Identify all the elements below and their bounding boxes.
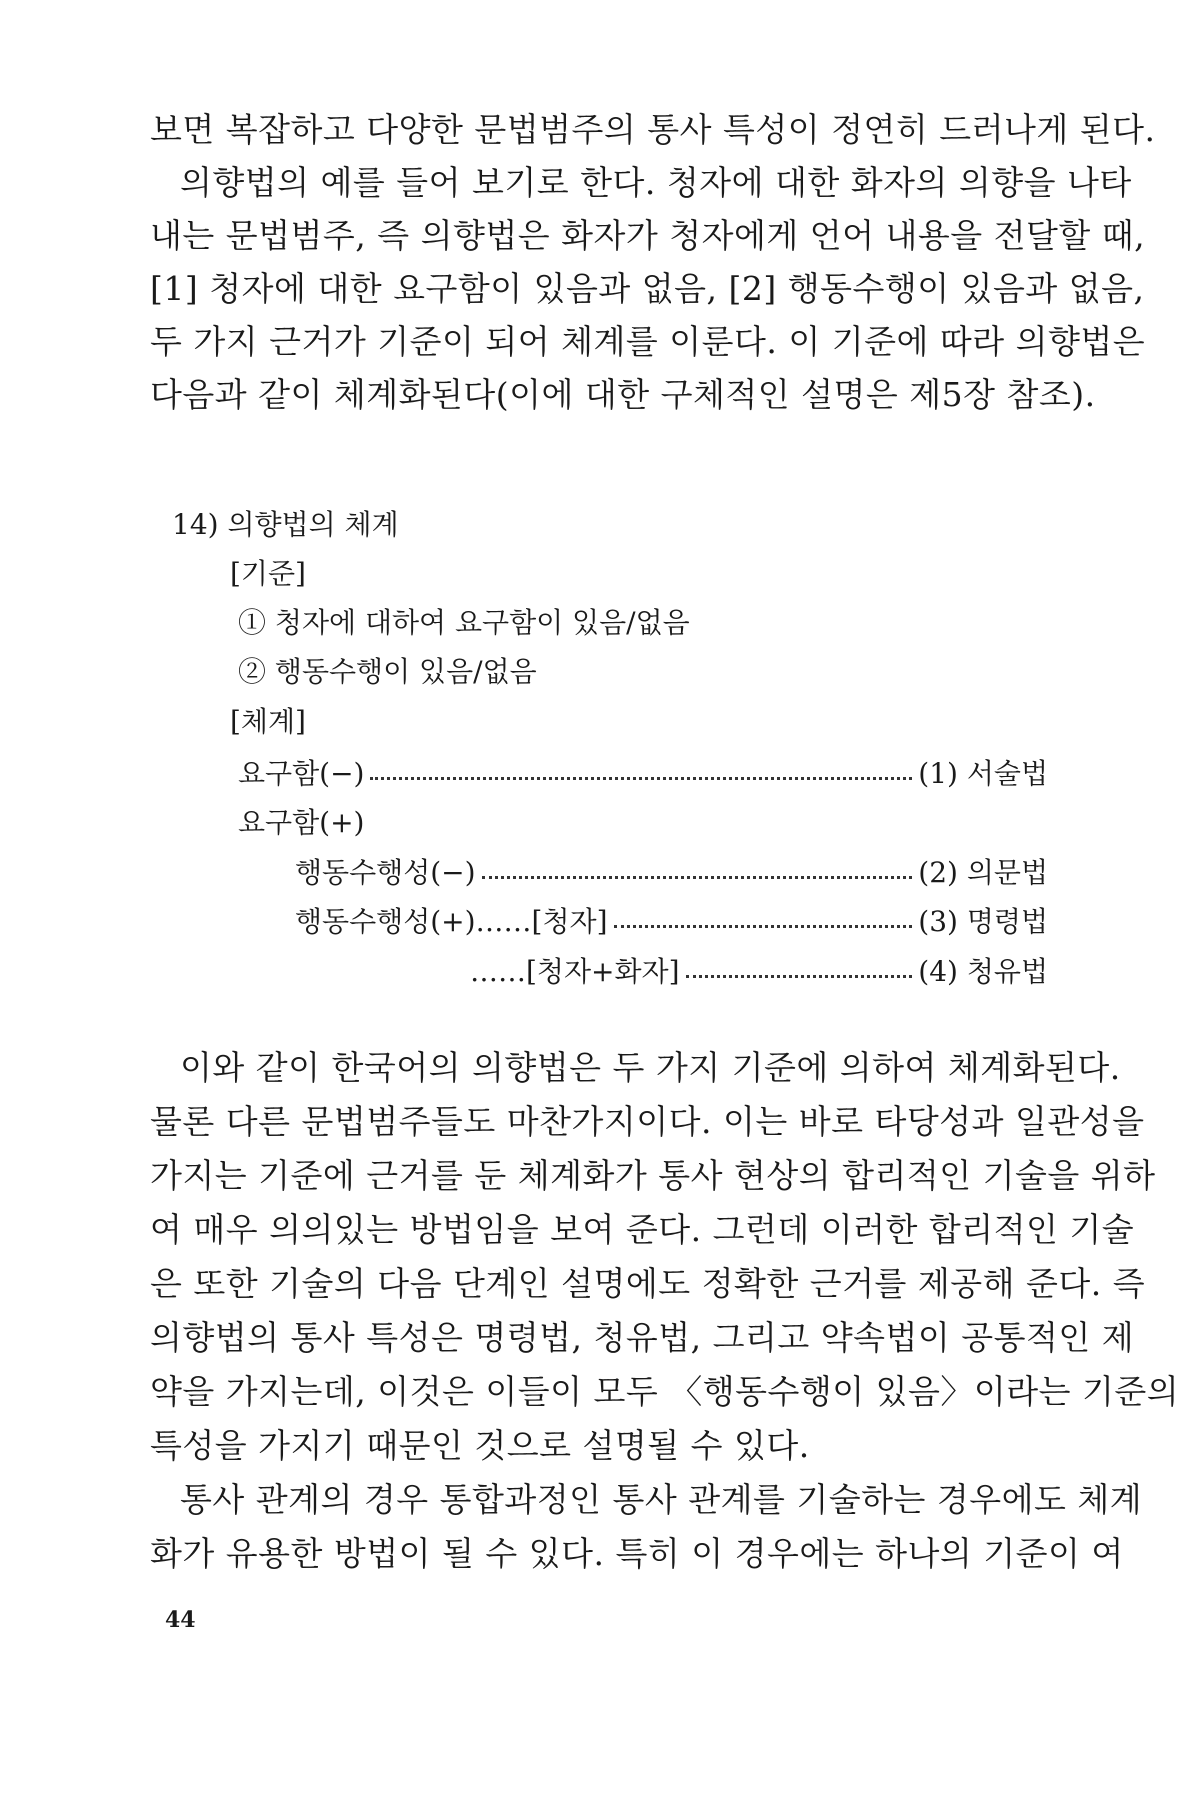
entry-result: (3) 명령법 [918, 905, 1048, 938]
body-text-line: 여 매우 의의있는 방법임을 보여 준다. 그런데 이러한 합리적인 기술 [150, 1210, 1135, 1249]
criterion-item: ② 행동수행이 있음/없음 [238, 655, 537, 688]
dot-leader [614, 925, 913, 928]
body-text-line: 두 가지 근거가 기준이 되어 체계를 이룬다. 이 기준에 따라 의향법은 [150, 322, 1146, 361]
example-title: 14) 의향법의 체계 [172, 508, 399, 541]
entry-result: (4) 청유법 [918, 955, 1048, 988]
entry-result: (1) 서술법 [918, 757, 1048, 790]
entry-result: (2) 의문법 [918, 856, 1048, 889]
dot-leader [686, 975, 913, 978]
system-entry [295, 849, 1048, 893]
dot-leader [370, 777, 912, 780]
body-text-line: 가지는 기준에 근거를 둔 체계화가 통사 현상의 합리적인 기술을 위하 [150, 1156, 1156, 1195]
entry-label: 요구함(+) [238, 806, 365, 839]
entry-label: ……[청자+화자] [470, 955, 680, 988]
body-text-line: [1] 청자에 대한 요구함이 있음과 없음, [2] 행동수행이 있음과 없음, [150, 269, 1145, 308]
system-entry [295, 898, 1048, 942]
body-text-line: 화가 유용한 방법이 될 수 있다. 특히 이 경우에는 하나의 기준이 여 [150, 1534, 1124, 1573]
body-text-line: 약을 가지는데, 이것은 이들이 모두 〈행동수행이 있음〉이라는 기준의 [150, 1372, 1180, 1411]
body-text-line: 특성을 가지기 때문인 것으로 설명될 수 있다. [150, 1426, 810, 1465]
page-number: 44 [165, 1607, 196, 1633]
body-text-line: 보면 복잡하고 다양한 문법범주의 통사 특성이 정연히 드러나게 된다. [150, 110, 1156, 149]
body-text-line: 다음과 같이 체계화된다(이에 대한 구체적인 설명은 제5장 참조). [150, 375, 1096, 414]
system-entry [238, 750, 1048, 794]
body-text-line: 내는 문법범주, 즉 의향법은 화자가 청자에게 언어 내용을 전달할 때, [150, 216, 1146, 255]
body-text-line: 의향법의 통사 특성은 명령법, 청유법, 그리고 약속법이 공통적인 제 [150, 1318, 1135, 1357]
entry-label: 요구함(−) [238, 757, 365, 790]
body-text-line: 의향법의 예를 들어 보기로 한다. 청자에 대한 화자의 의향을 나타 [180, 163, 1132, 202]
entry-label: 행동수행성(+)……[청자] [295, 905, 608, 938]
system-heading: [체계] [230, 705, 306, 738]
dot-leader [482, 876, 913, 879]
body-text-line: 은 또한 기술의 다음 단계인 설명에도 정확한 근거를 제공해 준다. 즉 [150, 1264, 1146, 1303]
criterion-item: ① 청자에 대하여 요구함이 있음/없음 [238, 606, 690, 639]
entry-label: 행동수행성(−) [295, 856, 476, 889]
system-entry [470, 948, 1048, 992]
system-entry [238, 799, 638, 843]
body-text-line: 통사 관계의 경우 통합과정인 통사 관계를 기술하는 경우에도 체계 [180, 1480, 1143, 1519]
body-text-line: 이와 같이 한국어의 의향법은 두 가지 기준에 의하여 체계화된다. [180, 1048, 1121, 1087]
criteria-heading: [기준] [230, 557, 306, 590]
body-text-line: 물론 다른 문법범주들도 마찬가지이다. 이는 바로 타당성과 일관성을 [150, 1102, 1145, 1141]
